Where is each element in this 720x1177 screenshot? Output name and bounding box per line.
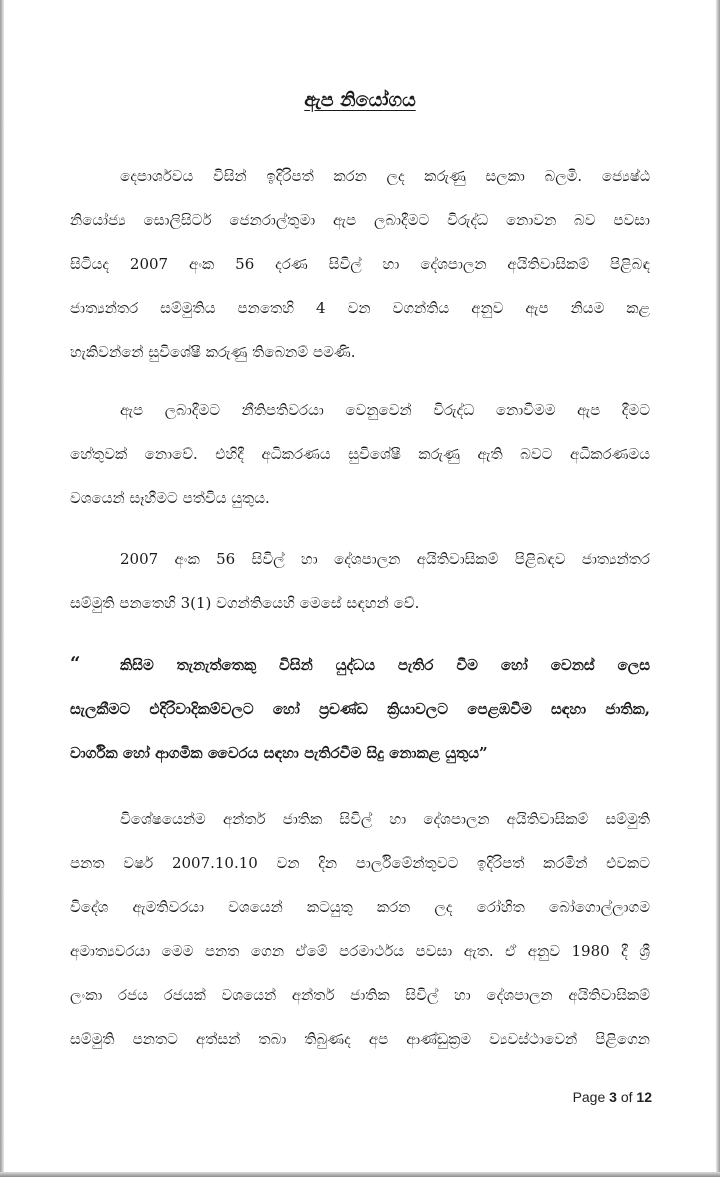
total-pages-number: 12	[636, 1089, 652, 1105]
paragraph-2-line-1: ඇප ලබාදීමට නීතිපතිවරයා වෙනුවෙන් විරුද්ධ නොවීමම ඇප දීමට	[120, 401, 650, 419]
paragraph-3-line-1: 2007 අංක 56 සිවිල් හා දේශපාලන අයිතිවාසිකම් පිළිබඳව ජාත්‍යන්තර	[120, 550, 650, 568]
quote-line-3: වාර්ගික හෝ ආගමික වෛරය සඳහා පැතිරවීම සිදු නොකළ යුතුය”	[70, 744, 488, 762]
paragraph-3-line-2: සම්මුති පනතෙහි 3(1) වගන්තියෙහි මෙසේ සඳහන් වේ.	[70, 594, 420, 612]
paragraph-1-line-2: නියෝජ්‍ය සොලිසිටර් ජෙනරාල්තුමා ඇප ලබාදීමට විරුද්ධ නොවන බව පවසා	[70, 211, 650, 229]
of-word: of	[620, 1089, 633, 1105]
paragraph-2-line-3: වශයෙන් සෑහීමට පත්විය යුතුය.	[70, 489, 270, 507]
page-edge-left	[0, 0, 4, 1177]
paragraph-5-line-2: පනත වර්ෂ 2007.10.10 වන දින පාර්ලිමේන්තුවට ඉදිරිපත් කරමින් එවකට	[70, 854, 650, 872]
quote-open-mark: “	[70, 653, 81, 674]
page-word: Page	[572, 1089, 606, 1105]
document-title-text: ඇප නියෝගය	[304, 89, 416, 111]
paragraph-1-line-3: සිටියද 2007 අංක 56 දරණ සිවිල් හා දේශපාලන අයිතිවාසිකම් පිළිබඳ	[70, 255, 650, 273]
page-number	[526, 1087, 652, 1107]
current-page-number: 3	[609, 1089, 617, 1105]
document-title	[6, 86, 714, 114]
paragraph-2-line-2: හේතුවක් නොවේ. එහිදී අධිකරණය සුවිශේෂී කරුණු ඇති බවට අධිකරණමය	[70, 445, 650, 463]
page-edge-right	[716, 0, 720, 1177]
document-page	[6, 0, 714, 1177]
quote-line-1: කිසිම තැනැත්තෙකු විසින් යුද්ධය පැතිර වීම හෝ වෙනස් ලෙස	[120, 656, 650, 674]
quote-line-2: සැලකීමට එදිරිවාදිකම්වලට හෝ ප්‍රචණ්ඩ ක්‍රියාවලට පෙළඹවීම සඳහා ජාතික,	[70, 700, 650, 718]
paragraph-5-line-6: සම්මුති පනතට අත්සන් තබා තිබුණද අප ආණ්ඩුක්‍රම ව්‍යවස්ථාවෙන් පිළිගෙන	[70, 1030, 650, 1048]
paragraph-1-line-5: හැකිවන්නේ සුවිශේෂී කරුණු තිබෙනම් පමණි.	[70, 343, 356, 361]
paragraph-5-line-5: ලංකා රජය රජයක් වශයෙන් අන්තර් ජාතික සිවිල් හා දේශපාලන අයිතිවාසිකම්	[70, 986, 650, 1004]
paragraph-5-line-3: විදේශ ඇමතිවරයා වශයෙන් කටයුතු කරන ලද රෝහිත බෝගොල්ලාගම	[70, 898, 650, 916]
page-bottom-edge	[0, 1172, 720, 1177]
paragraph-5-line-4: අමාත්‍යවරයා මෙම පනත ගෙන ඒමේ පරමාර්ථය පවසා ඇත. ඒ අනුව 1980 දී ශ්‍රී	[70, 942, 650, 960]
paragraph-1-line-4: ජාත්‍යන්තර සම්මුතිය පනතෙහි 4 වන වගන්තිය අනුව ඇප නියම කළ	[70, 299, 650, 317]
paragraph-1-line-1: දෙපාර්ශවය විසින් ඉදිරිපත් කරන ලද කරුණු සලකා බලමි. ජ්‍යෙෂ්ඨ	[120, 167, 650, 185]
paragraph-5-line-1: විශේෂයෙන්ම අන්තර් ජාතික සිවිල් හා දේශපාලන අයිතිවාසිකම් සම්මුති	[120, 810, 650, 828]
